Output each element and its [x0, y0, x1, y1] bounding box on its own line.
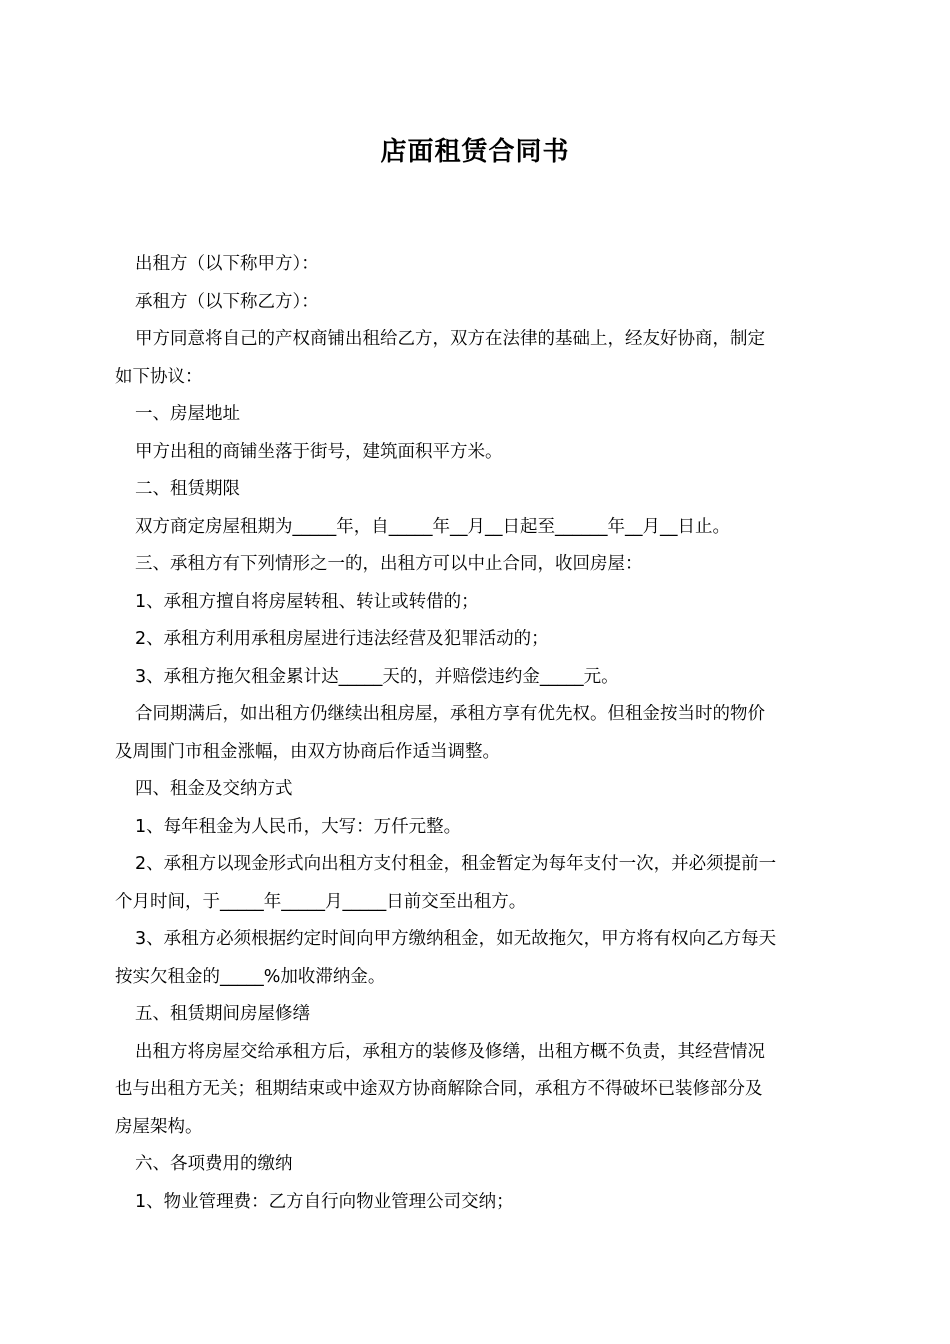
paragraph-line: 一、房屋地址 [135, 404, 240, 424]
paragraph [115, 1034, 837, 1147]
paragraph [115, 396, 837, 434]
paragraph [115, 1184, 837, 1222]
paragraph-line: 出租方将房屋交给承租方后，承租方的装修及修缮，出租方概不负责，其经营情况 [135, 1041, 765, 1062]
paragraph [115, 471, 837, 509]
document-body [115, 246, 837, 1221]
paragraph-line: 1、每年租金为人民币，大写：万仟元整。 [135, 816, 462, 837]
paragraph [115, 509, 837, 547]
paragraph-line: 3、承租方拖欠租金累计达_____天的，并赔偿违约金_____元。 [135, 666, 619, 687]
paragraph-line: 承租方（以下称乙方）： [135, 291, 319, 312]
paragraph [115, 584, 837, 622]
paragraph [115, 246, 837, 284]
paragraph-line: 个月时间，于_____年_____月_____日前交至出租方。 [115, 891, 527, 912]
paragraph-line: 甲方同意将自己的产权商铺出租给乙方，双方在法律的基础上，经友好协商，制定 [135, 329, 765, 349]
paragraph-line: 按实欠租金的_____%加收滞纳金。 [115, 966, 386, 987]
paragraph-line: 二、租赁期限 [135, 479, 240, 499]
paragraph-line: 1、物业管理费：乙方自行向物业管理公司交纳； [135, 1191, 514, 1212]
paragraph-line: 1、承租方擅自将房屋转租、转让或转借的； [135, 591, 479, 612]
paragraph [115, 434, 837, 472]
paragraph [115, 284, 837, 322]
paragraph-line: 三、承租方有下列情形之一的，出租方可以中止合同，收回房屋： [135, 554, 643, 574]
paragraph-line: 房屋架构。 [115, 1116, 203, 1137]
paragraph [115, 546, 837, 584]
paragraph [115, 1146, 837, 1184]
paragraph [115, 846, 837, 921]
paragraph-line: 如下协议： [115, 366, 203, 387]
paragraph-line: 2、承租方以现金形式向出租方支付租金，租金暂定为每年支付一次，并必须提前一 [135, 854, 777, 874]
paragraph [115, 996, 837, 1034]
paragraph-line: 五、租赁期间房屋修缮 [135, 1004, 310, 1024]
paragraph-line: 双方商定房屋租期为_____年，自_____年__月__日起至______年__月__日止。 [135, 516, 730, 537]
paragraph [115, 621, 837, 659]
document-title: 店面租赁合同书 [380, 137, 570, 167]
paragraph-line: 甲方出租的商铺坐落于街号，建筑面积平方米。 [135, 441, 503, 462]
paragraph [115, 659, 837, 697]
paragraph [115, 696, 837, 771]
paragraph [115, 771, 837, 809]
paragraph-line: 3、承租方必须根据约定时间向甲方缴纳租金，如无故拖欠，甲方将有权向乙方每天 [135, 929, 777, 949]
paragraph-line: 也与出租方无关；租期结束或中途双方协商解除合同，承租方不得破坏已装修部分及 [115, 1079, 763, 1099]
paragraph-line: 2、承租方利用承租房屋进行违法经营及犯罪活动的； [135, 629, 549, 649]
paragraph-line: 六、各项费用的缴纳 [135, 1154, 293, 1174]
paragraph [115, 321, 837, 396]
paragraph-line: 及周围门市租金涨幅，由双方协商后作适当调整。 [115, 741, 500, 762]
paragraph-line: 出租方（以下称甲方）： [135, 254, 319, 274]
paragraph [115, 921, 837, 996]
paragraph [115, 809, 837, 847]
paragraph-line: 四、租金及交纳方式 [135, 779, 293, 799]
paragraph-line: 合同期满后，如出租方仍继续出租房屋，承租方享有优先权。但租金按当时的物价 [135, 704, 765, 724]
